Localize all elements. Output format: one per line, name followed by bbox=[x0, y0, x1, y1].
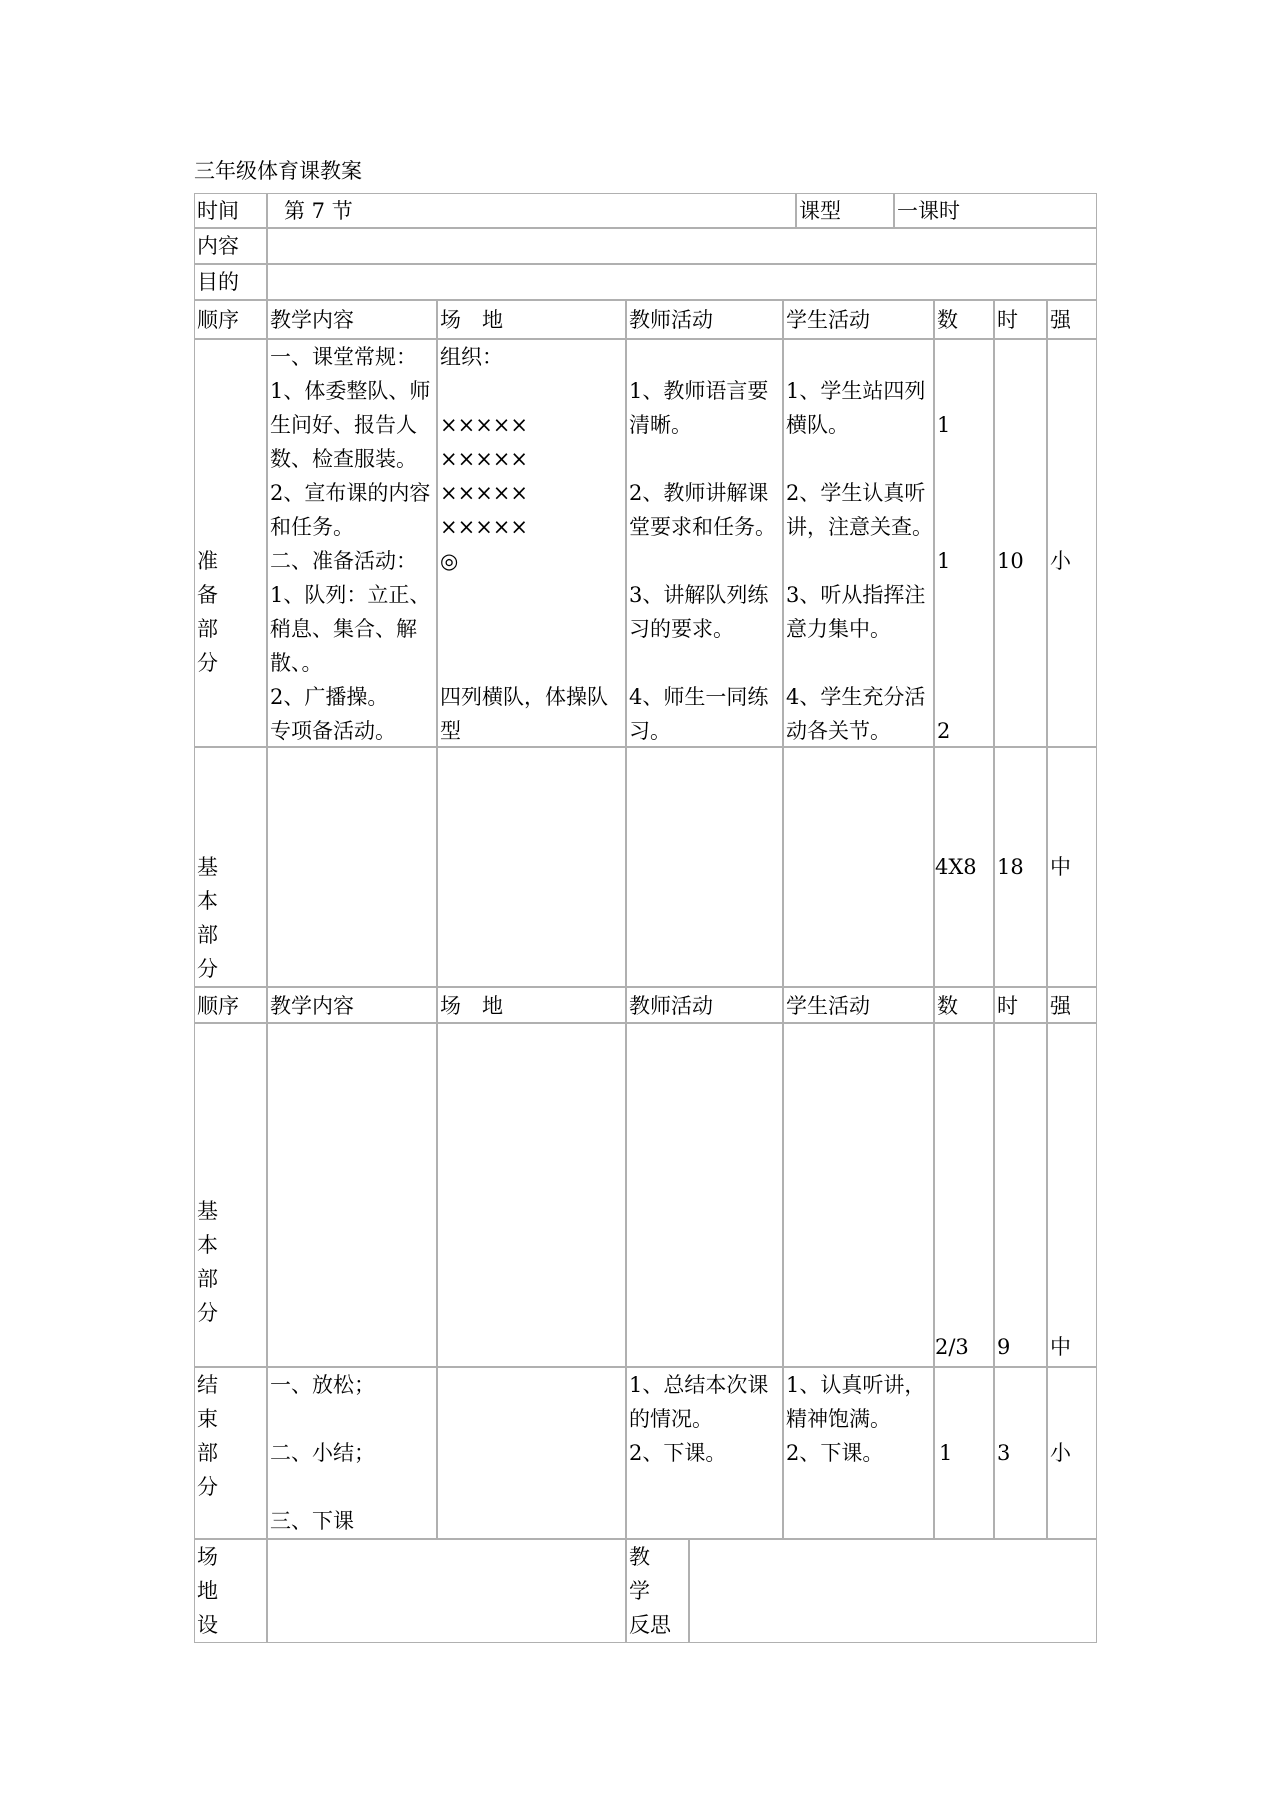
col-intensity: 强 bbox=[1047, 300, 1097, 339]
basic1-student-cell bbox=[783, 747, 934, 987]
basic1-intensity-value: 中 bbox=[1050, 855, 1071, 879]
prep-student-cell bbox=[783, 339, 934, 747]
col-count: 数 bbox=[934, 300, 994, 339]
teacher-position-symbol: ◎ bbox=[440, 549, 459, 573]
prep-char: 备 bbox=[197, 583, 218, 607]
prep-time-value: 10 bbox=[997, 549, 1024, 573]
reflection-label-cell bbox=[626, 1539, 689, 1643]
end-student-line: 1、认真听讲， bbox=[786, 1373, 926, 1397]
venue-setup-label-cell bbox=[194, 1539, 267, 1643]
prep-teacher-line: 2、教师讲解课 bbox=[629, 481, 769, 505]
reflection-char: 学 bbox=[629, 1579, 650, 1603]
time-value: 第 7 节 bbox=[284, 199, 353, 223]
prep-content-line: 2、广播操。 bbox=[270, 685, 389, 709]
col-time: 时 bbox=[994, 987, 1047, 1023]
basic2-char: 部 bbox=[197, 1267, 218, 1291]
venue-setup-char: 设 bbox=[197, 1613, 218, 1637]
end-content-line: 三、下课 bbox=[270, 1509, 354, 1533]
basic2-char: 本 bbox=[197, 1233, 218, 1257]
type-value-cell bbox=[894, 193, 1097, 228]
basic2-intensity-value: 中 bbox=[1050, 1335, 1071, 1359]
basic2-order-cell bbox=[194, 1023, 267, 1367]
col-teacher: 教师活动 bbox=[626, 300, 783, 339]
prep-content-line: 稍息、集合、解 bbox=[270, 617, 417, 641]
prep-teacher-line: 3、讲解队列练 bbox=[629, 583, 769, 607]
content-label: 内容 bbox=[197, 234, 239, 258]
prep-content-line: 二、准备活动： bbox=[270, 549, 417, 573]
basic2-char: 分 bbox=[197, 1301, 218, 1325]
prep-teacher-line: 习。 bbox=[629, 719, 671, 743]
time-label-cell bbox=[194, 193, 267, 228]
prep-count-value: 2 bbox=[937, 719, 951, 743]
prep-content-line: 专项备活动。 bbox=[270, 719, 396, 743]
prep-teacher-line: 1、教师语言要 bbox=[629, 379, 769, 403]
prep-content-line: 一、课堂常规： bbox=[270, 345, 417, 369]
end-count-cell bbox=[934, 1367, 994, 1539]
prep-student-line: 动各关节。 bbox=[786, 719, 891, 743]
end-teacher-line: 1、总结本次课 bbox=[629, 1373, 769, 1397]
prep-char: 分 bbox=[197, 651, 218, 675]
venue-setup-char: 地 bbox=[197, 1579, 218, 1603]
end-order-cell bbox=[194, 1367, 267, 1539]
prep-venue-line: 四列横队，体操队 bbox=[440, 685, 608, 709]
basic1-count-value: 4X8 bbox=[935, 855, 977, 879]
col-student: 学生活动 bbox=[783, 300, 934, 339]
content-label-cell bbox=[194, 228, 267, 264]
basic1-char: 本 bbox=[197, 889, 218, 913]
col-content: 教学内容 bbox=[267, 300, 437, 339]
prep-student-line: 1、学生站四列 bbox=[786, 379, 926, 403]
basic2-intensity-cell bbox=[1047, 1023, 1097, 1367]
prep-order-cell bbox=[194, 339, 267, 747]
end-content-cell bbox=[267, 1367, 437, 1539]
basic1-time-cell bbox=[994, 747, 1047, 987]
col-order: 顺序 bbox=[194, 300, 267, 339]
prep-content-line: 1、体委整队、师 bbox=[270, 379, 431, 403]
end-student-line: 2、下课。 bbox=[786, 1441, 884, 1465]
prep-teacher-line: 4、师生一同练 bbox=[629, 685, 769, 709]
col-time: 时 bbox=[994, 300, 1047, 339]
prep-venue-line: 型 bbox=[440, 719, 461, 743]
end-student-line: 精神饱满。 bbox=[786, 1407, 891, 1431]
basic1-content-cell bbox=[267, 747, 437, 987]
col-intensity: 强 bbox=[1047, 987, 1097, 1023]
prep-student-line: 讲，注意关查。 bbox=[786, 515, 933, 539]
end-student-cell bbox=[783, 1367, 934, 1539]
formation-row: ××××× bbox=[440, 481, 528, 505]
basic1-char: 分 bbox=[197, 957, 218, 981]
goal-label: 目的 bbox=[197, 270, 239, 294]
reflection-char: 反思 bbox=[629, 1613, 671, 1637]
basic2-venue-cell bbox=[437, 1023, 626, 1367]
col-venue: 场 地 bbox=[437, 300, 626, 339]
time-value-cell bbox=[267, 193, 796, 228]
end-teacher-line: 2、下课。 bbox=[629, 1441, 727, 1465]
basic2-content-cell bbox=[267, 1023, 437, 1367]
end-content-line: 二、小结； bbox=[270, 1441, 375, 1465]
type-label: 课型 bbox=[799, 199, 841, 223]
venue-setup-char: 场 bbox=[197, 1545, 218, 1569]
col-order: 顺序 bbox=[194, 987, 267, 1023]
prep-content-line: 数、检查服装。 bbox=[270, 447, 417, 471]
document-title: 三年级体育课教案 bbox=[194, 159, 362, 183]
end-content-line: 一、放松； bbox=[270, 1373, 375, 1397]
end-teacher-line: 的情况。 bbox=[629, 1407, 713, 1431]
prep-venue-cell bbox=[437, 339, 626, 747]
basic2-time-cell bbox=[994, 1023, 1047, 1367]
formation-row: ××××× bbox=[440, 515, 528, 539]
end-venue-cell bbox=[437, 1367, 626, 1539]
end-intensity-value: 小 bbox=[1050, 1441, 1071, 1465]
prep-student-line: 3、听从指挥注 bbox=[786, 583, 926, 607]
reflection-char: 教 bbox=[629, 1545, 650, 1569]
reflection-value-cell bbox=[689, 1539, 1097, 1643]
prep-venue-line: 组织： bbox=[440, 345, 503, 369]
prep-teacher-line: 堂要求和任务。 bbox=[629, 515, 776, 539]
basic2-teacher-cell bbox=[626, 1023, 783, 1367]
basic1-teacher-cell bbox=[626, 747, 783, 987]
basic2-char: 基 bbox=[197, 1199, 218, 1223]
prep-student-line: 横队。 bbox=[786, 413, 849, 437]
goal-label-cell bbox=[194, 264, 267, 300]
prep-student-line: 4、学生充分活 bbox=[786, 685, 926, 709]
formation-row: ××××× bbox=[440, 413, 528, 437]
end-time-value: 3 bbox=[997, 1441, 1011, 1465]
content-value-cell bbox=[267, 228, 1097, 264]
prep-char: 准 bbox=[197, 549, 218, 573]
basic1-intensity-cell bbox=[1047, 747, 1097, 987]
col-content: 教学内容 bbox=[267, 987, 437, 1023]
prep-student-line: 意力集中。 bbox=[786, 617, 891, 641]
basic2-student-cell bbox=[783, 1023, 934, 1367]
basic2-count-cell bbox=[934, 1023, 994, 1367]
basic2-count-value: 2/3 bbox=[935, 1335, 969, 1359]
end-char: 束 bbox=[197, 1407, 218, 1431]
end-char: 分 bbox=[197, 1475, 218, 1499]
prep-student-line: 2、学生认真听 bbox=[786, 481, 926, 505]
end-teacher-cell bbox=[626, 1367, 783, 1539]
col-venue: 场 地 bbox=[437, 987, 626, 1023]
formation-row: ××××× bbox=[440, 447, 528, 471]
prep-content-line: 散、。 bbox=[270, 651, 323, 675]
venue-setup-value-cell bbox=[267, 1539, 626, 1643]
prep-teacher-cell bbox=[626, 339, 783, 747]
prep-count-value: 1 bbox=[937, 549, 951, 573]
basic1-venue-cell bbox=[437, 747, 626, 987]
basic1-count-cell bbox=[934, 747, 994, 987]
col-teacher: 教师活动 bbox=[626, 987, 783, 1023]
basic1-char: 部 bbox=[197, 923, 218, 947]
prep-time-cell bbox=[994, 339, 1047, 747]
col-student: 学生活动 bbox=[783, 987, 934, 1023]
prep-teacher-line: 习的要求。 bbox=[629, 617, 734, 641]
basic1-time-value: 18 bbox=[997, 855, 1024, 879]
prep-intensity-value: 小 bbox=[1050, 549, 1071, 573]
prep-intensity-cell bbox=[1047, 339, 1097, 747]
col-count: 数 bbox=[934, 987, 994, 1023]
type-value: 一课时 bbox=[897, 199, 960, 223]
end-char: 结 bbox=[197, 1373, 218, 1397]
end-char: 部 bbox=[197, 1441, 218, 1465]
basic1-char: 基 bbox=[197, 855, 218, 879]
type-label-cell bbox=[796, 193, 894, 228]
goal-value-cell bbox=[267, 264, 1097, 300]
basic1-order-cell bbox=[194, 747, 267, 987]
basic2-time-value: 9 bbox=[997, 1335, 1011, 1359]
prep-content-line: 和任务。 bbox=[270, 515, 354, 539]
prep-content-line: 1、队列：立正、 bbox=[270, 583, 431, 607]
end-count-value: 1 bbox=[939, 1441, 953, 1465]
prep-char: 部 bbox=[197, 617, 218, 641]
prep-teacher-line: 清晰。 bbox=[629, 413, 692, 437]
prep-count-cell bbox=[934, 339, 994, 747]
prep-content-cell bbox=[267, 339, 437, 747]
prep-content-line: 2、宣布课的内容 bbox=[270, 481, 431, 505]
time-label: 时间 bbox=[197, 199, 239, 223]
end-time-cell bbox=[994, 1367, 1047, 1539]
prep-count-value: 1 bbox=[937, 413, 951, 437]
prep-content-line: 生问好、报告人 bbox=[270, 413, 417, 437]
end-intensity-cell bbox=[1047, 1367, 1097, 1539]
